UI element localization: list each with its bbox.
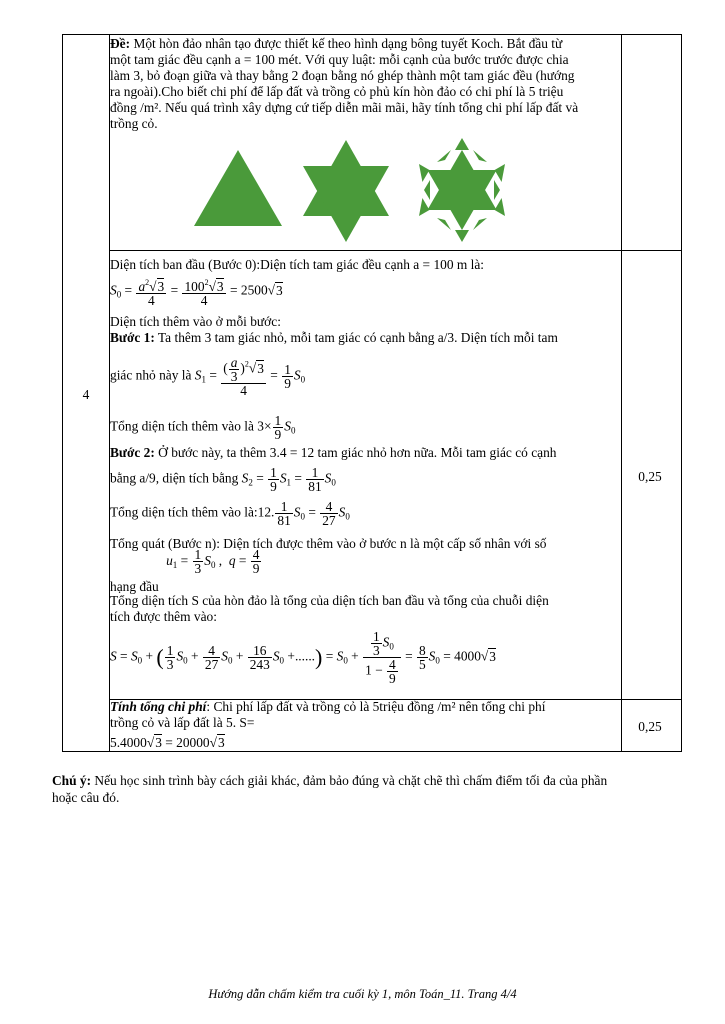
cost-line-2: trồng cỏ và lấp đất là 5. S= xyxy=(110,715,255,730)
added-area-line: Diện tích thêm vào ở mỗi bước: xyxy=(110,314,281,329)
statement-line-4: ra ngoài).Cho biết chi phí để lấp đất và trồng cỏ phủ kín hòn đảo có chi phí là 5 triệu xyxy=(110,84,564,99)
step2-formula: bằng a/9, diện tích bằng $S_2$ = $\frac{1}{9}$ $S_1$ = $\frac{1}{81}$ $S_0$ xyxy=(110,465,336,494)
cost-line-3: 5.4000√3 = 20000√3 xyxy=(110,735,225,750)
statement-line-2: một tam giác đều cạnh a = 100 mét. Với quy luật: mỗi cạnh của bước trước được chia xyxy=(110,52,569,67)
general-step-line: Tổng quát (Bước n): Diện tích được thêm vào ở bước n là một cấp số nhân với số xyxy=(110,536,547,551)
total-area-formula: $S = S_0$ + ( $\frac{1}{3}$ $S_0$ + $\frac{4}{27}$ $S_0$ + $\frac{16}{243}$ $S_0$ +......) = $S_0$ + $\frac{1}{3}$ $S_0$ 1 − $\frac{4}{9}$ = $\frac{8}{5}$ $S_0 = 4000√3$ xyxy=(110,629,496,686)
s0-formula: $S_0$ = $\frac{a^2√3}{4}$ = $\frac{100^2√3}{4}$ = 2500√3 xyxy=(110,278,283,308)
total-area-line-1: Tổng diện tích S của hòn đảo là tổng của diện tích ban đầu và tổng của chuỗi diện xyxy=(110,593,549,608)
koch-step0-triangle xyxy=(194,150,282,226)
cost-line-1: Tính tổng chi phí: Chi phí lấp đất và trồng cỏ là 5triệu đồng /m² nên tổng chi phí xyxy=(110,699,546,714)
initial-area-line: Diện tích ban đầu (Bước 0):Diện tích tam giác đều cạnh a = 100 m là: xyxy=(110,257,485,272)
statement-line-3: làm 3, bỏ đoạn giữa và thay bằng 2 đoạn bằng nó ghép thành một tam giác đều (hướng xyxy=(110,68,575,83)
geometric-series-params: hạng đầu $u_1$ = $\frac{1}{3}$ $S_0$ , q = $\frac{4}{9}$ xyxy=(110,547,260,594)
note-line-1: Chú ý: Nếu học sinh trình bày cách giải khác, đảm bảo đúng và chặt chẽ thì chấm điểm tối đa của phần xyxy=(52,773,608,788)
step1-line: Bước 1: Ta thêm 3 tam giác nhỏ, mỗi tam giác có cạnh bằng a/3. Diện tích mỗi tam xyxy=(110,330,558,345)
question-number: 4 xyxy=(82,387,90,402)
koch-step2-snowflake xyxy=(419,138,505,242)
koch-snowflake-figure xyxy=(178,134,522,248)
step2-line: Bước 2: Ở bước này, ta thêm 3.4 = 12 tam giác nhỏ hơn nữa. Mỗi tam giác có cạnh xyxy=(110,445,557,460)
statement-line-5: đồng /m². Nếu quá trình xây dựng cứ tiếp diễn mãi mãi, hãy tính tổng chi phí lấp đất và xyxy=(110,100,579,115)
score-1: 0,25 xyxy=(638,469,662,484)
statement-line-1: Đề: Một hòn đảo nhân tạo được thiết kế theo hình dạng bông tuyết Koch. Bắt đầu từ xyxy=(110,36,563,51)
statement-line-6: trồng cỏ. xyxy=(110,116,158,131)
step2-total: Tổng diện tích thêm vào là:12. $\frac{1}{81}$ $S_0$ = $\frac{4}{27}$ $S_0$ xyxy=(110,499,350,528)
page-footer: Hướng dẫn chấm kiểm tra cuối kỳ 1, môn Toán_11. Trang 4/4 xyxy=(208,987,517,1001)
note-line-2: hoặc câu đó. xyxy=(52,790,120,805)
score-2: 0,25 xyxy=(638,719,662,734)
step1-total: Tổng diện tích thêm vào là 3× $\frac{1}{9}$ $S_0$ xyxy=(110,413,296,442)
total-area-line-2: tích được thêm vào: xyxy=(110,609,217,624)
step1-formula: giác nhỏ này là $S_1$ = ( $\frac{a}{3}$ )$^2$√3 4 = $\frac{1}{9}$ $S_0$ xyxy=(110,355,306,398)
